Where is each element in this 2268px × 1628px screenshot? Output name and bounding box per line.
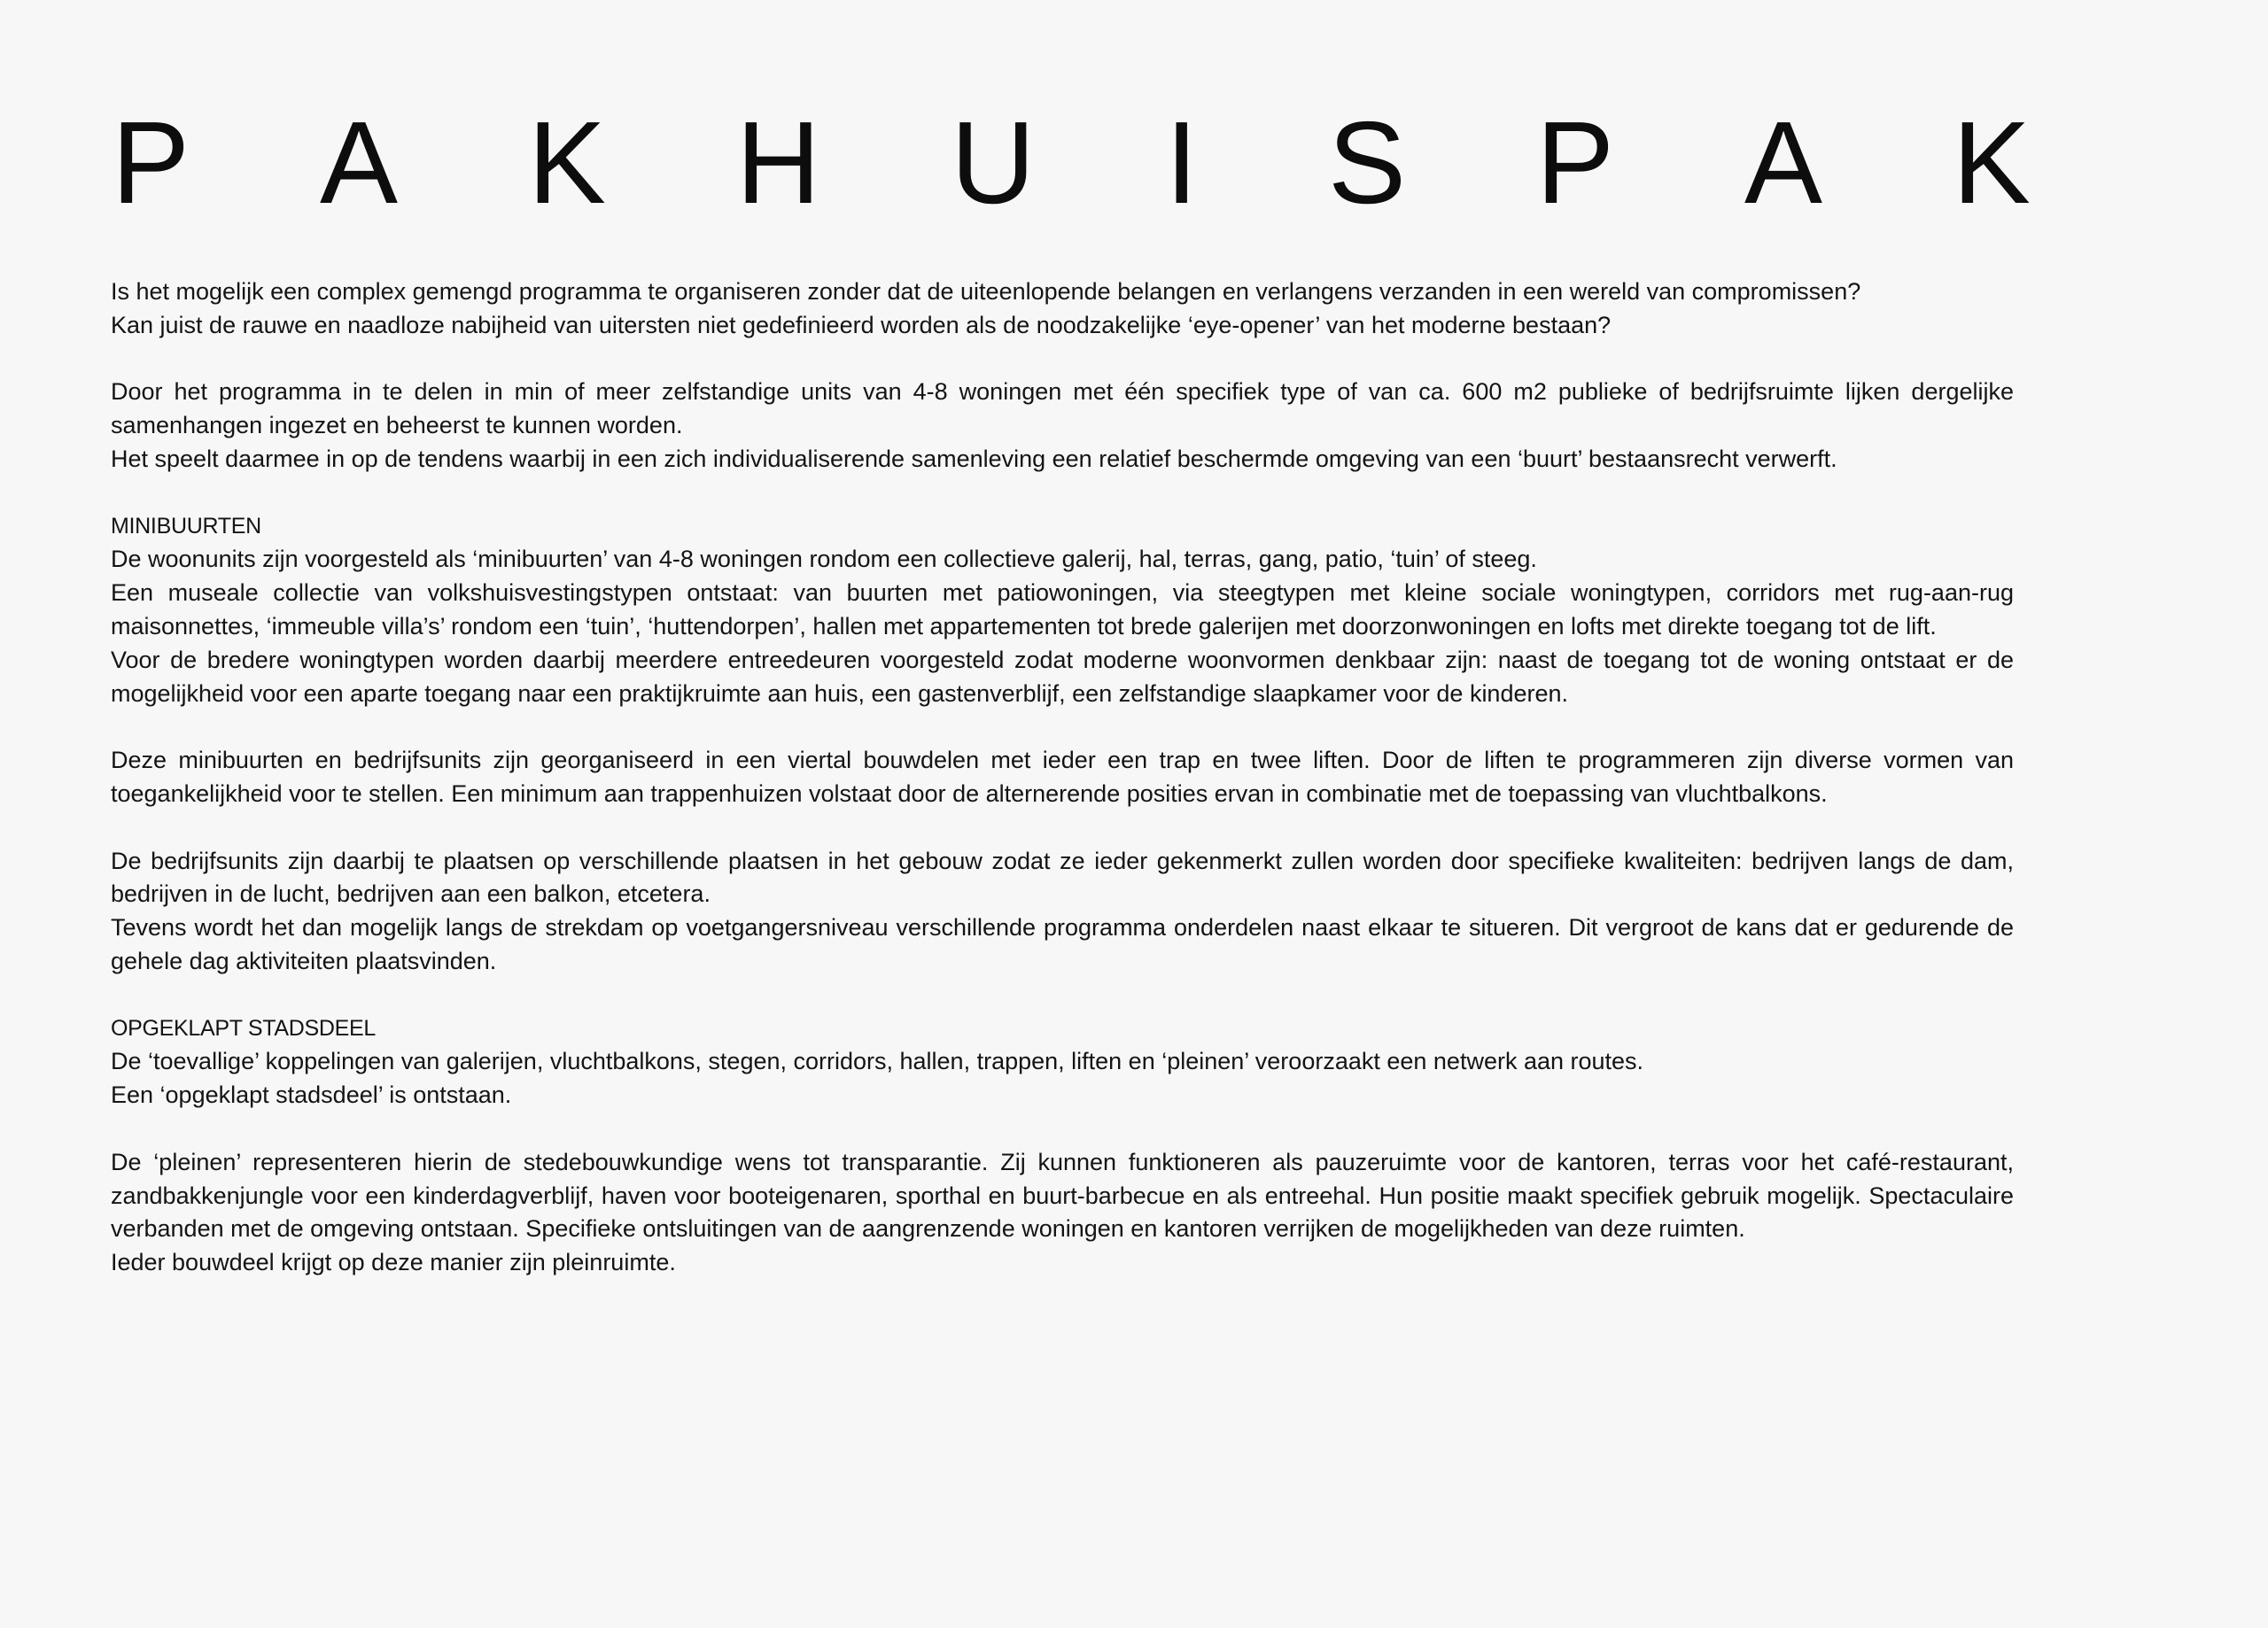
text-line: Deze minibuurten en bedrijfsunits zijn georganiseerd in een viertal bouwdelen met ieder een trap en twee liften. Door de liften te programmeren zijn diverse vormen van toegankelijkheid voor te stellen. Een minimum aan trappenhuizen volstaat door de alternerende posities ervan in combinatie met de toepassing van vluchtbalkons. — [111, 747, 2014, 807]
text-line: Voor de bredere woningtypen worden daarbij meerdere entreedeuren voorgesteld zodat moderne woonvormen denkbaar zijn: naast de toegang tot de woning ontstaat er de mogelijkheid voor een aparte toegang naar een praktijkruimte aan huis, een gastenverblijf, een zelfstandige slaapkamer voor de kinderen. — [111, 646, 2014, 707]
paragraph-intro — [111, 275, 2014, 343]
paragraph-units — [111, 376, 2014, 476]
section-minibuurten — [111, 510, 2014, 711]
text-line: De woonunits zijn voorgesteld als ‘minibuurten’ van 4-8 woningen rondom een collectieve galerij, hal, terras, gang, patio, ‘tuin’ of steeg. — [111, 546, 1537, 573]
text-line: De ‘toevallige’ koppelingen van galerijen, vluchtbalkons, stegen, corridors, hallen, trappen, liften en ‘pleinen’ veroorzaakt een netwerk aan routes. — [111, 1048, 1644, 1075]
body-text — [111, 275, 2014, 1314]
title-letter: A — [1744, 97, 1822, 228]
title-letter: P — [112, 97, 190, 228]
text-line: Een museale collectie van volkshuisvestingstypen ontstaat: van buurten met patiowoningen, via steegtypen met kleine sociale woningtypen, corridors met rug-aan-rug maisonnettes, ‘immeuble villa’s’ rondom een ‘tuin’, ‘huttendorpen’, hallen met appartementen tot brede galerijen met doorzonwoningen en lofts met direkte toegang tot de lift. — [111, 579, 2014, 640]
text-line: Door het programma in te delen in min of meer zelfstandige units van 4-8 woningen met één specifiek type of van ca. 600 m2 publieke of bedrijfsruimte lijken dergelijke samenhangen ingezet en beheerst te kunnen worden. — [111, 378, 2014, 439]
text-line: Kan juist de rauwe en naadloze nabijheid van uitersten niet gedefinieerd worden als de noodzakelijke ‘eye-opener’ van het moderne bestaan? — [111, 311, 1612, 338]
text-line: Een ‘opgeklapt stadsdeel’ is ontstaan. — [111, 1081, 512, 1109]
title-letter: H — [735, 97, 821, 228]
text-line: Is het mogelijk een complex gemengd programma te organiseren zonder dat de uiteenlopende belangen en verlangens verzanden in een wereld van compromissen? — [111, 278, 1861, 305]
title-letter: A — [319, 97, 399, 228]
title-letter: U — [951, 97, 1036, 228]
text-line: Ieder bouwdeel krijgt op deze manier zijn pleinruimte. — [111, 1249, 676, 1276]
section-heading: MINIBUURTEN — [111, 513, 261, 539]
text-line: De bedrijfsunits zijn daarbij te plaatsen op verschillende plaatsen in het gebouw zodat ze ieder gekenmerkt zullen worden door specifieke kwaliteiten: bedrijven langs de dam, bedrijven in de lucht, bedrijven aan een balkon, etcetera. — [111, 847, 2014, 908]
section-heading: OPGEKLAPT STADSDEEL — [111, 1015, 377, 1041]
text-line: De ‘pleinen’ representeren hierin de stedebouwkundige wens tot transparantie. Zij kunnen funktioneren als pauzeruimte voor de kantoren, terras voor het café-restaurant, zandbakkenjungle voor een kinderdagverblijf, haven voor booteigenaren, sporthal en buurt-barbecue en als entreehal. Hun positie maakt specifiek gebruik mogelijk. Spectaculaire verbanden met de omgeving ontstaan. Specifieke ontsluitingen van de aangrenzende woningen en kantoren verrijken de mogelijkheden van deze ruimten. — [111, 1148, 2014, 1243]
title-letter: K — [1952, 97, 2031, 228]
paragraph-bouwdelen — [111, 744, 2014, 811]
text-line: Tevens wordt het dan mogelijk langs de strekdam op voetgangersniveau verschillende programma onderdelen naast elkaar te situeren. Dit vergroot de kans dat er gedurende de gehele dag aktiviteiten plaatsvinden. — [111, 914, 2014, 974]
paragraph-bedrijfsunits — [111, 845, 2014, 979]
title-letter: P — [1535, 97, 1615, 228]
section-opgeklapt-stadsdeel — [111, 1012, 2014, 1112]
paragraph-pleinen — [111, 1146, 2014, 1280]
title-letter: I — [1165, 97, 1199, 228]
title-letter: K — [527, 97, 606, 228]
title-letter: S — [1328, 97, 1407, 228]
text-line: Het speelt daarmee in op de tendens waarbij in een zich individualiserende samenleving een relatief beschermde omgeving van een ‘buurt’ bestaansrecht verwerft. — [111, 445, 1837, 472]
page-title — [112, 97, 2031, 228]
